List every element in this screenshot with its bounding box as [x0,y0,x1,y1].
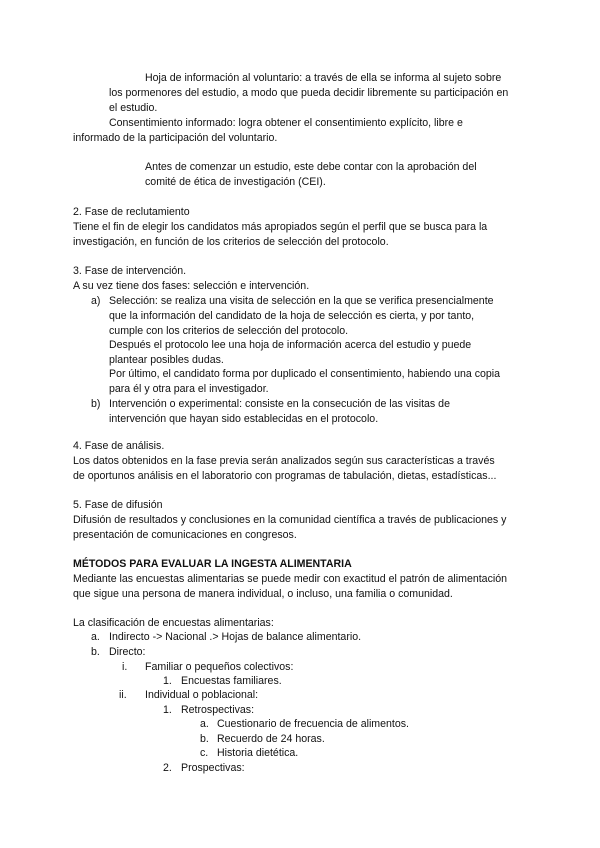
clasificacion-ii2-marker: 2. [163,762,172,774]
voluntario-line-3: el estudio. [109,102,158,114]
fase3-b-line-1: Intervención o experimental: consiste en la consecución de las visitas de [109,398,450,410]
consentimiento-line-2: informado de la participación del voluntario. [73,132,278,144]
clasificacion-ra-text: Cuestionario de frecuencia de alimentos. [217,718,409,730]
clasificacion-i-marker: i. [122,661,128,673]
voluntario-line-2: los pormenores del estudio, a modo que pueda decidir libremente su participación en [109,87,509,99]
fase5-title: 5. Fase de difusión [73,499,163,511]
clasificacion-rc-text: Historia dietética. [217,747,299,759]
clasificacion-intro: La clasificación de encuestas alimentarias: [73,617,274,629]
clasificacion-b-marker: b. [91,646,100,658]
fase4-line-2: de oportunos análisis en el laboratorio con programas de tabulación, dietas, estadísticas... [73,470,497,482]
fase3-intro: A su vez tiene dos fases: selección e intervención. [73,280,310,292]
note-line-1: Antes de comenzar un estudio, este debe contar con la aprobación del [145,161,477,173]
fase3-a-marker: a) [91,295,101,307]
fase3-a-line-5: plantear posibles dudas. [109,354,224,366]
fase2-title: 2. Fase de reclutamiento [73,206,190,218]
fase5-line-2: presentación de comunicaciones en congresos. [73,529,297,541]
metodos-line-1: Mediante las encuestas alimentarias se puede medir con exactitud el patrón de alimentación [73,573,508,585]
fase3-a-line-3: cumple con los criterios de selección del protocolo. [109,325,349,337]
clasificacion-b-text: Directo: [109,646,146,658]
clasificacion-ii1-text: Retrospectivas: [181,704,255,716]
clasificacion-rb-marker: b. [200,733,209,745]
clasificacion-i-text: Familiar o pequeños colectivos: [145,661,294,673]
metodos-line-2: que sigue una persona de manera individual, o incluso, una familia o comunidad. [73,588,453,600]
clasificacion-rc-marker: c. [200,747,209,759]
fase3-a-line-4: Después el protocolo lee una hoja de información acerca del estudio y puede [109,339,472,351]
fase3-a-line-1: Selección: se realiza una visita de selección en la que se verifica presencialmente [109,295,494,307]
metodos-heading: MÉTODOS PARA EVALUAR LA INGESTA ALIMENTARIA [73,558,352,570]
clasificacion-i1-marker: 1. [163,675,172,687]
fase4-title: 4. Fase de análisis. [73,440,165,452]
fase3-title: 3. Fase de intervención. [73,265,187,277]
consentimiento-line-1: Consentimiento informado: logra obtener el consentimiento explícito, libre e [109,117,463,129]
fase3-b-line-2: intervención que hayan sido establecidas en el protocolo. [109,413,379,425]
fase3-a-line-7: para él y otra para el investigador. [109,383,269,395]
note-line-2: comité de ética de investigación (CEI). [145,176,326,188]
fase3-b-marker: b) [91,398,101,410]
fase2-line-2: investigación, en función de los criterios de selección del protocolo. [73,236,389,248]
clasificacion-rb-text: Recuerdo de 24 horas. [217,733,325,745]
clasificacion-a-marker: a. [91,631,100,643]
clasificacion-i1-text: Encuestas familiares. [181,675,282,687]
fase3-a-line-6: Por último, el candidato forma por duplicado el consentimiento, habiendo una copia [109,368,501,380]
clasificacion-ra-marker: a. [200,718,209,730]
fase5-line-1: Difusión de resultados y conclusiones en la comunidad científica a través de publicaciones y [73,514,507,526]
fase2-line-1: Tiene el fin de elegir los candidatos más apropiados según el perfil que se busca para la [73,221,488,233]
clasificacion-ii-marker: ii. [119,689,127,701]
clasificacion-a-text: Indirecto -> Nacional .> Hojas de balance alimentario. [109,631,362,643]
clasificacion-ii2-text: Prospectivas: [181,762,245,774]
voluntario-line-1: Hoja de información al voluntario: a través de ella se informa al sujeto sobre [145,72,502,84]
clasificacion-ii1-marker: 1. [163,704,172,716]
fase4-line-1: Los datos obtenidos en la fase previa serán analizados según sus características a través [73,455,495,467]
fase3-a-line-2: que la información del candidato de la hoja de selección es cierta, y por tanto, [109,310,475,322]
clasificacion-ii-text: Individual o poblacional: [145,689,259,701]
